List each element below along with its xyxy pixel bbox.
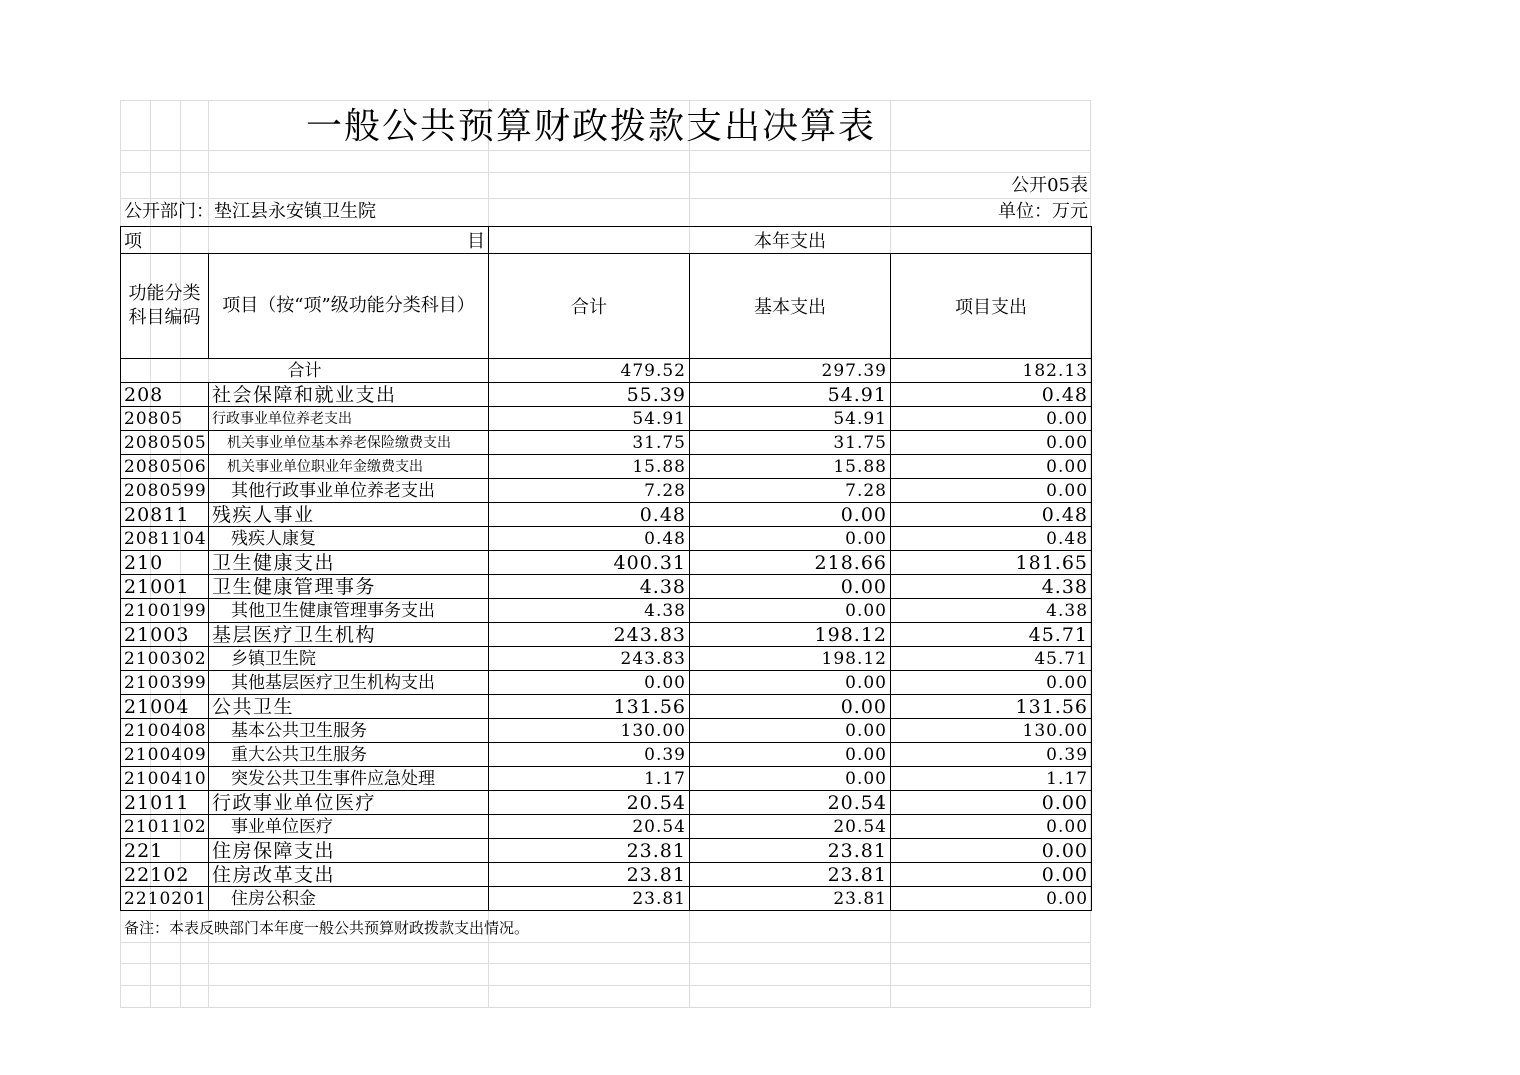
row-basic: 23.81 [690,839,891,863]
total-row-label: 合计 [121,359,489,383]
row-code: 21011 [121,791,209,815]
row-total: 1.17 [489,767,690,791]
project-column-header: 项目支出 [891,254,1092,359]
row-project: 45.71 [891,647,1092,671]
row-name: 乡镇卫生院 [209,647,489,671]
row-name: 社会保障和就业支出 [209,383,489,407]
row-basic: 20.54 [690,815,891,839]
row-name: 住房公积金 [209,887,489,911]
row-code: 2101102 [121,815,209,839]
row-project: 1.17 [891,767,1092,791]
row-basic: 54.91 [690,407,891,431]
table-row [121,671,1092,695]
table-row [121,743,1092,767]
row-basic: 20.54 [690,791,891,815]
row-project: 130.00 [891,719,1092,743]
row-code: 2210201 [121,887,209,911]
total-row-project: 182.13 [891,359,1092,383]
row-name: 残疾人康复 [209,527,489,551]
row-code: 208 [121,383,209,407]
unit-label: 单位：万元 [998,201,1088,222]
row-basic: 54.91 [690,383,891,407]
row-name: 其他卫生健康管理事务支出 [209,599,489,623]
row-name: 事业单位医疗 [209,815,489,839]
row-basic: 23.81 [690,887,891,911]
table-row [121,623,1092,647]
page-title [120,100,1090,150]
table-row [121,767,1092,791]
row-total: 4.38 [489,575,690,599]
row-code: 2100410 [121,767,209,791]
budget-table [120,226,1092,911]
row-project: 0.00 [891,671,1092,695]
table-row [121,455,1092,479]
row-project: 0.00 [891,431,1092,455]
row-basic: 218.66 [690,551,891,575]
row-project: 0.00 [891,839,1092,863]
table-row [121,839,1092,863]
row-total: 243.83 [489,647,690,671]
table-row [121,791,1092,815]
table-row [121,503,1092,527]
row-project: 0.00 [891,815,1092,839]
gridline [120,942,1090,943]
row-total: 130.00 [489,719,690,743]
row-code: 21003 [121,623,209,647]
row-basic: 0.00 [690,695,891,719]
row-code: 2100408 [121,719,209,743]
row-project: 4.38 [891,575,1092,599]
row-basic: 0.00 [690,767,891,791]
row-total: 0.00 [489,671,690,695]
row-basic: 0.00 [690,743,891,767]
row-project: 0.00 [891,887,1092,911]
row-total: 0.39 [489,743,690,767]
row-code: 2080506 [121,455,209,479]
row-project: 0.48 [891,383,1092,407]
table-row [121,599,1092,623]
row-code: 21001 [121,575,209,599]
row-total: 0.48 [489,503,690,527]
row-basic: 0.00 [690,575,891,599]
row-total: 243.83 [489,623,690,647]
row-name: 突发公共卫生事件应急处理 [209,767,489,791]
code-column-header: 功能分类科目编码 [121,254,209,359]
total-row-total: 479.52 [489,359,690,383]
row-code: 20811 [121,503,209,527]
row-project: 45.71 [891,623,1092,647]
row-basic: 0.00 [690,599,891,623]
row-name: 住房改革支出 [209,863,489,887]
row-basic: 198.12 [690,623,891,647]
table-row [121,479,1092,503]
row-basic: 23.81 [690,863,891,887]
table-row [121,815,1092,839]
row-project: 0.00 [891,863,1092,887]
row-project: 0.00 [891,407,1092,431]
row-code: 2100409 [121,743,209,767]
row-code: 22102 [121,863,209,887]
row-total: 20.54 [489,815,690,839]
row-code: 2080505 [121,431,209,455]
row-basic: 0.00 [690,671,891,695]
row-name: 机关事业单位职业年金缴费支出 [209,455,489,479]
row-code: 2100302 [121,647,209,671]
row-project: 0.48 [891,527,1092,551]
table-row [121,719,1092,743]
row-code: 21004 [121,695,209,719]
row-name: 卫生健康支出 [209,551,489,575]
row-name: 机关事业单位基本养老保险缴费支出 [209,431,489,455]
gridline [120,963,1090,964]
row-name: 其他行政事业单位养老支出 [209,479,489,503]
row-basic: 15.88 [690,455,891,479]
basic-column-header: 基本支出 [690,254,891,359]
table-row [121,863,1092,887]
row-code: 2100199 [121,599,209,623]
department-label: 公开部门：垫江县永安镇卫生院 [124,201,376,222]
row-project: 0.48 [891,503,1092,527]
row-name: 其他基层医疗卫生机构支出 [209,671,489,695]
item-header-left: 项 [124,231,142,252]
row-name: 重大公共卫生服务 [209,743,489,767]
table-row [121,551,1092,575]
gridline [120,198,1090,199]
table-row [121,431,1092,455]
row-project: 181.65 [891,551,1092,575]
row-basic: 0.00 [690,527,891,551]
row-code: 2080599 [121,479,209,503]
row-basic: 0.00 [690,503,891,527]
row-total: 131.56 [489,695,690,719]
row-project: 0.39 [891,743,1092,767]
row-code: 2081104 [121,527,209,551]
row-total: 0.48 [489,527,690,551]
row-project: 4.38 [891,599,1092,623]
row-total: 15.88 [489,455,690,479]
table-row [121,383,1092,407]
row-project: 0.00 [891,791,1092,815]
table-row [121,575,1092,599]
row-name: 行政事业单位医疗 [209,791,489,815]
row-basic: 31.75 [690,431,891,455]
row-code: 20805 [121,407,209,431]
current-year-header: 本年支出 [489,227,1092,254]
row-name: 残疾人事业 [209,503,489,527]
row-project: 0.00 [891,479,1092,503]
footnote: 备注：本表反映部门本年度一般公共预算财政拨款支出情况。 [124,919,530,937]
row-total: 55.39 [489,383,690,407]
row-total: 7.28 [489,479,690,503]
row-code: 221 [121,839,209,863]
item-header-right: 目 [467,231,485,252]
row-total: 20.54 [489,791,690,815]
item-header [121,227,489,254]
table-row [121,527,1092,551]
row-basic: 0.00 [690,719,891,743]
row-code: 2100399 [121,671,209,695]
row-name: 行政事业单位养老支出 [209,407,489,431]
row-total: 400.31 [489,551,690,575]
total-row [121,359,1092,383]
table-row [121,695,1092,719]
row-project: 0.00 [891,455,1092,479]
row-code: 210 [121,551,209,575]
row-total: 23.81 [489,863,690,887]
header-row-2 [121,254,1092,359]
table-row [121,647,1092,671]
row-basic: 198.12 [690,647,891,671]
row-total: 23.81 [489,839,690,863]
table-row [121,887,1092,911]
title-text: 一般公共预算财政拨款支出决算表 [306,106,877,147]
row-name: 基本公共卫生服务 [209,719,489,743]
row-total: 23.81 [489,887,690,911]
header-row-1 [121,227,1092,254]
row-total: 4.38 [489,599,690,623]
row-name: 公共卫生 [209,695,489,719]
table-row [121,407,1092,431]
total-row-basic: 297.39 [690,359,891,383]
form-number: 公开05表 [1011,175,1088,196]
row-project: 131.56 [891,695,1092,719]
gridline [120,1007,1090,1008]
total-column-header: 合计 [489,254,690,359]
row-name: 基层医疗卫生机构 [209,623,489,647]
row-name: 住房保障支出 [209,839,489,863]
row-basic: 7.28 [690,479,891,503]
gridline [120,172,1090,173]
row-total: 54.91 [489,407,690,431]
gridline [120,985,1090,986]
row-total: 31.75 [489,431,690,455]
row-name: 卫生健康管理事务 [209,575,489,599]
name-column-header: 项目（按“项”级功能分类科目） [209,254,489,359]
